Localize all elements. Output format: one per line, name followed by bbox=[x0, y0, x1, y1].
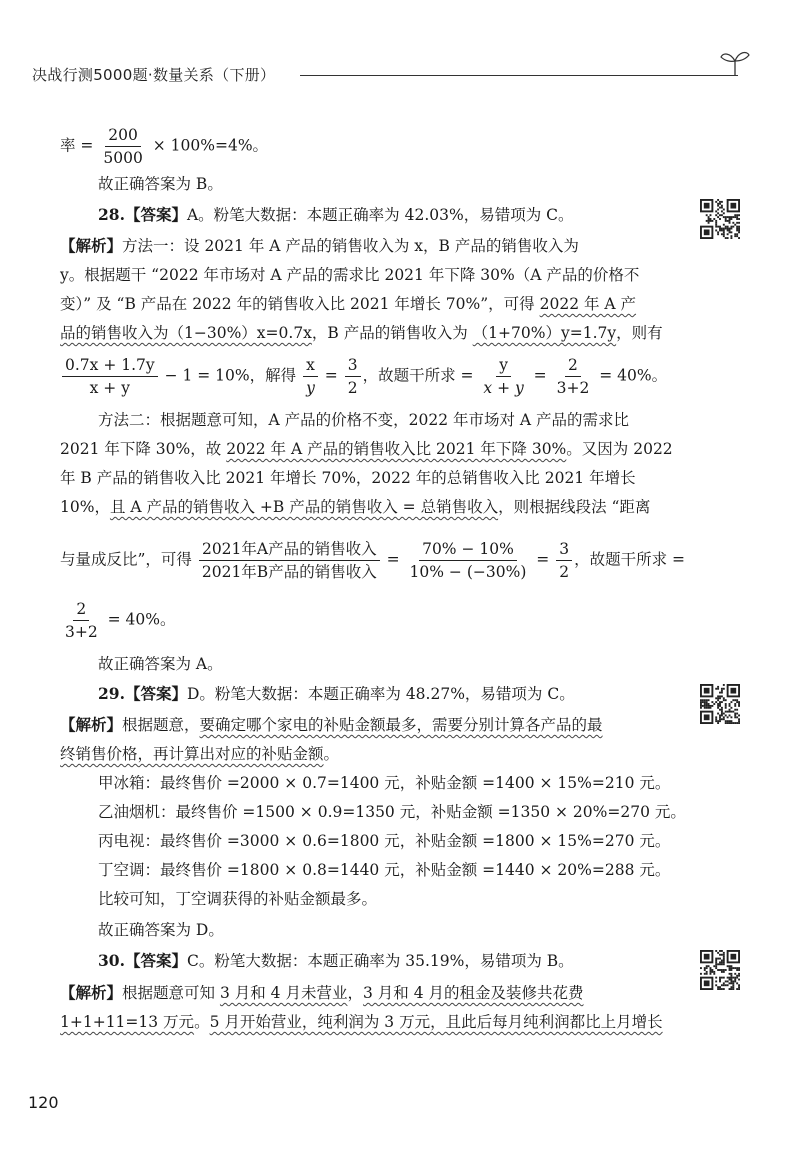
fraction: $\frac{2}{3+2}$ bbox=[556, 356, 590, 397]
method2-result: $\frac{2}{3+2}$ = 40%。 bbox=[60, 600, 176, 641]
fraction: $\frac{70\% - 10\%}{10\% - (-30\%)}$ bbox=[409, 540, 527, 581]
q29-analysis-line1: 【解析】根据题意，要确定哪个家电的补贴金额最多，需要分别计算各产品的最 bbox=[60, 715, 603, 734]
running-header: 决战行测5000题·数量关系（下册） bbox=[32, 66, 276, 84]
conclusion-d: 故正确答案为 D。 bbox=[98, 921, 224, 939]
conclusion-a: 故正确答案为 A。 bbox=[98, 655, 223, 673]
q30-answer: 30.【答案】C。粉笔大数据：本题正确率为 35.19%，易错项为 B。 bbox=[98, 951, 574, 970]
fraction: $\frac{\text{2021年A产品的销售收入}}{\text{2021年B产品的销售收入}}$ bbox=[199, 540, 380, 581]
q29-item: 丙电视：最终售价 =3000 × 0.6=1800 元，补贴金额 =1800 × 15%=270 元。 bbox=[98, 832, 671, 850]
q29-analysis-line2: 终销售价格，再计算出对应的补贴金额。 bbox=[60, 745, 340, 763]
q29-item: 乙油烟机：最终售价 =1500 × 0.9=1350 元，补贴金额 =1350 × 20%=270 元。 bbox=[98, 803, 686, 821]
method2-line3: 年 B 产品的销售收入比 2021 年增长 70%，2022 年的总销售收入比 2021 年增长 bbox=[60, 469, 636, 487]
sprout-icon bbox=[718, 46, 752, 80]
conclusion-b: 故正确答案为 B。 bbox=[98, 175, 223, 193]
header-rule bbox=[300, 75, 738, 76]
method2-line1: 方法二：根据题意可知，A 产品的价格不变，2022 年市场对 A 产品的需求比 bbox=[98, 411, 630, 429]
q29-compare: 比较可知，丁空调获得的补贴金额最多。 bbox=[98, 890, 378, 908]
fraction: $\frac{y}{x + y}$ bbox=[483, 356, 524, 397]
q29-answer: 29.【答案】D。粉笔大数据：本题正确率为 48.27%，易错项为 C。 bbox=[98, 684, 575, 703]
q29-item: 丁空调：最终售价 =1800 × 0.8=1440 元，补贴金额 =1440 × 20%=288 元。 bbox=[98, 861, 671, 879]
method2-line5: 与量成反比”，可得 $\frac{\text{2021年A产品的销售收入}}{\text{2021年B产品的销售收入}}$ = $\frac{70\% - 10\%}{10\% - (-30\%)}$ = $\frac{3}{2}$ ，故题干所求 = bbox=[60, 540, 686, 581]
q30-analysis-line2: 1+1+11=13 万元。5 月开始营业，纯利润为 3 万元，且此后每月纯利润都比上月增长 bbox=[60, 1013, 663, 1031]
fraction: $\frac{2}{3+2}$ bbox=[65, 600, 98, 641]
page-number: 120 bbox=[28, 1093, 59, 1112]
fraction: $\frac{0.7x + 1.7y}{x + y}$ bbox=[62, 356, 158, 397]
method2-line2: 2021 年下降 30%，故 2022 年 A 产品的销售收入比 2021 年下降 30%。又因为 2022 bbox=[60, 440, 673, 458]
q28-answer: 28.【答案】A。粉笔大数据：本题正确率为 42.03%，易错项为 C。 bbox=[98, 205, 574, 224]
rate-formula: 率 = $\frac{200}{5000}$ × 100%=4%。 bbox=[60, 126, 269, 167]
q30-analysis-line1: 【解析】根据题意可知 3 月和 4 月未营业，3 月和 4 月的租金及装修共花费 bbox=[60, 983, 584, 1002]
fraction: $\frac{3}{2}$ bbox=[556, 540, 572, 581]
q28-analysis-line4: 品的销售收入为（1−30%）x=0.7x，B 产品的销售收入为 （1+70%）y=1.7y，则有 bbox=[60, 324, 663, 342]
qr-code-q29[interactable] bbox=[700, 684, 740, 724]
q28-equation: $\frac{0.7x + 1.7y}{x + y}$ − 1 = 10%，解得 $\frac{x}{y}$ = $\frac{3}{2}$ ，故题干所求 = $\frac{y}{x + y}$ = $\frac{2}{3+2}$ = 40%。 bbox=[60, 356, 667, 397]
method2-line4: 10%，且 A 产品的销售收入 +B 产品的销售收入 = 总销售收入，则根据线段法 “距离 bbox=[60, 498, 651, 516]
q29-item: 甲冰箱：最终售价 =2000 × 0.7=1400 元，补贴金额 =1400 × 15%=210 元。 bbox=[98, 774, 671, 792]
q28-analysis-line1: 【解析】方法一：设 2021 年 A 产品的销售收入为 x，B 产品的销售收入为 bbox=[60, 236, 579, 255]
q28-analysis-line2: y。根据题干 “2022 年市场对 A 产品的需求比 2021 年下降 30%（A 产品的价格不 bbox=[60, 266, 640, 284]
qr-code-q28[interactable] bbox=[700, 199, 740, 239]
fraction: $\frac{200}{5000}$ bbox=[103, 126, 143, 167]
q28-analysis-line3: 变）” 及 “B 产品在 2022 年的销售收入比 2021 年增长 70%”，可得 2022 年 A 产 bbox=[60, 295, 637, 313]
qr-code-q30[interactable] bbox=[700, 950, 740, 990]
fraction: $\frac{3}{2}$ bbox=[345, 356, 361, 397]
fraction: $\frac{x}{y}$ bbox=[303, 356, 318, 397]
